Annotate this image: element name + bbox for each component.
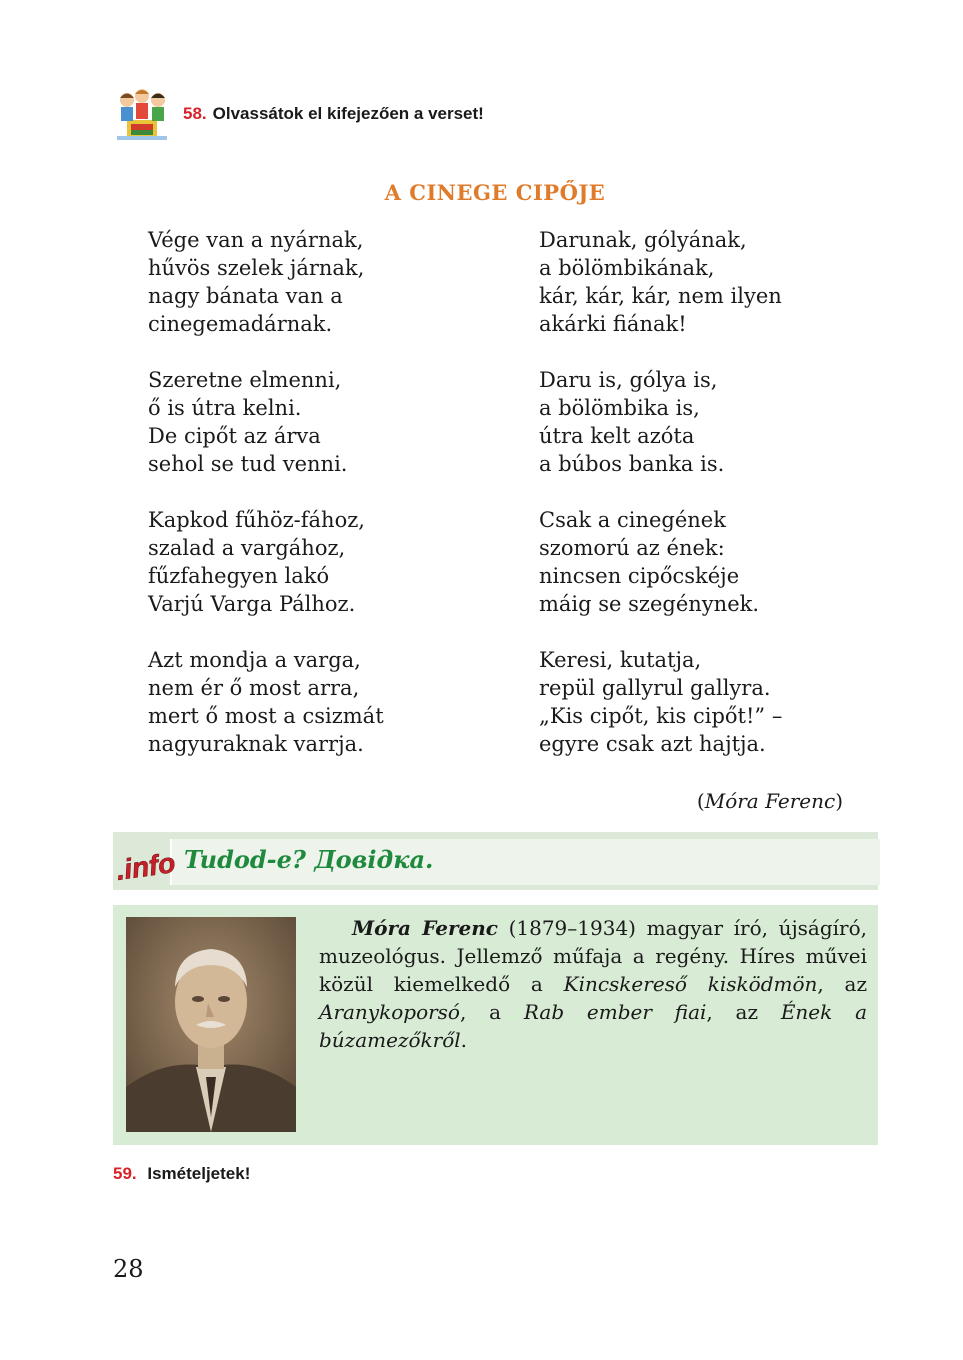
poem-line: Kapkod fűhöz-fához, (148, 508, 365, 532)
info-logo-icon (113, 828, 177, 888)
task-number: 59. (113, 1164, 137, 1183)
stanza (148, 646, 384, 758)
poem-line: nem ér ő most arra, (148, 676, 360, 700)
task-59 (113, 1164, 250, 1184)
author-name: Móra Ferenc (704, 789, 836, 813)
poem-title: A CINEGE CIPŐJE (384, 180, 606, 205)
task-58 (113, 86, 484, 142)
stanza (148, 226, 384, 338)
poem-line: ő is útra kelni. (148, 396, 302, 420)
poem-line: Daru is, gólya is, (539, 368, 718, 392)
poem-line: nagy bánata van a (148, 284, 343, 308)
poem-line: Darunak, gólyának, (539, 228, 747, 252)
bio-text-part: . (460, 1028, 467, 1052)
info-logo-text: .info (114, 847, 177, 886)
poem-line: hűvös szelek járnak, (148, 256, 365, 280)
poem-line: útra kelt azóta (539, 424, 695, 448)
author-paren-close: ) (835, 789, 843, 813)
poem-line: Keresi, kutatja, (539, 648, 702, 672)
bio-work-title: Rab ember fiai (523, 1000, 707, 1024)
poem-line: mert ő most a csizmát (148, 704, 384, 728)
info-title: Tudod-e? Довідка. (184, 845, 434, 874)
poem-left-column (148, 226, 384, 786)
poem-line: szomorú az ének: (539, 536, 725, 560)
poem-line: Csak a cinegének (539, 508, 726, 532)
poem-line: a bölömbika is, (539, 396, 700, 420)
poem-line: egyre csak azt hajtja. (539, 732, 766, 756)
poem-line: máig se szegénynek. (539, 592, 760, 616)
page-number: 28 (113, 1255, 144, 1283)
poem-line: Vége van a nyárnak, (148, 228, 364, 252)
poem-line: nagyuraknak varrja. (148, 732, 364, 756)
poem-author (697, 789, 843, 813)
bio-name: Móra Ferenc (352, 916, 498, 940)
poem-line: „Kis cipőt, kis cipőt!” – (539, 704, 783, 728)
stanza (539, 226, 782, 338)
task-text: Ismételjetek! (147, 1164, 251, 1183)
poem-line: a búbos banka is. (539, 452, 725, 476)
stanza (539, 506, 782, 618)
poem-line: sehol se tud venni. (148, 452, 348, 476)
task-text: Olvassátok el kifejezően a verset! (212, 104, 484, 123)
poem-right-column (539, 226, 782, 786)
bio-text (319, 914, 867, 1054)
bio-work-title: Kincskereső kisködmön (563, 972, 818, 996)
task-number: 58. (183, 104, 207, 123)
bio-text-part: (1879–1934) magyar író, újságíró, muzeológus. Jellemző műfaja a regény. Híres művei közül kiemelkedő a (319, 916, 867, 996)
poem-line: kár, kár, kár, nem ilyen (539, 284, 782, 308)
poem-line: a bölömbikának, (539, 256, 715, 280)
poem-line: repül gallyrul gallyra. (539, 676, 771, 700)
stanza (539, 646, 782, 758)
bio-work-title: Ének a búzamezőkről (319, 1000, 867, 1052)
poem-line: nincsen cipőcskéje (539, 564, 740, 588)
poem-line: Szeretne elmenni, (148, 368, 342, 392)
bio-text-part: , az (706, 1000, 781, 1024)
stanza (148, 506, 384, 618)
reading-children-icon (113, 86, 171, 142)
stanza (148, 366, 384, 478)
bio-work-title: Aranykoporsó (319, 1000, 460, 1024)
poem-line: Varjú Varga Pálhoz. (148, 592, 356, 616)
bio-text-part: , a (459, 1000, 524, 1024)
poem-line: szalad a vargához, (148, 536, 346, 560)
author-portrait (126, 917, 296, 1132)
poem-line: fűzfahegyen lakó (148, 564, 330, 588)
author-paren-open: ( (696, 789, 705, 813)
poem-line: akárki fiának! (539, 312, 687, 336)
poem-line: cinegemadárnak. (148, 312, 333, 336)
bio-text-part: , az (817, 972, 867, 996)
poem-line: Azt mondja a varga, (148, 648, 361, 672)
poem-line: De cipőt az árva (148, 424, 321, 448)
stanza (539, 366, 782, 478)
